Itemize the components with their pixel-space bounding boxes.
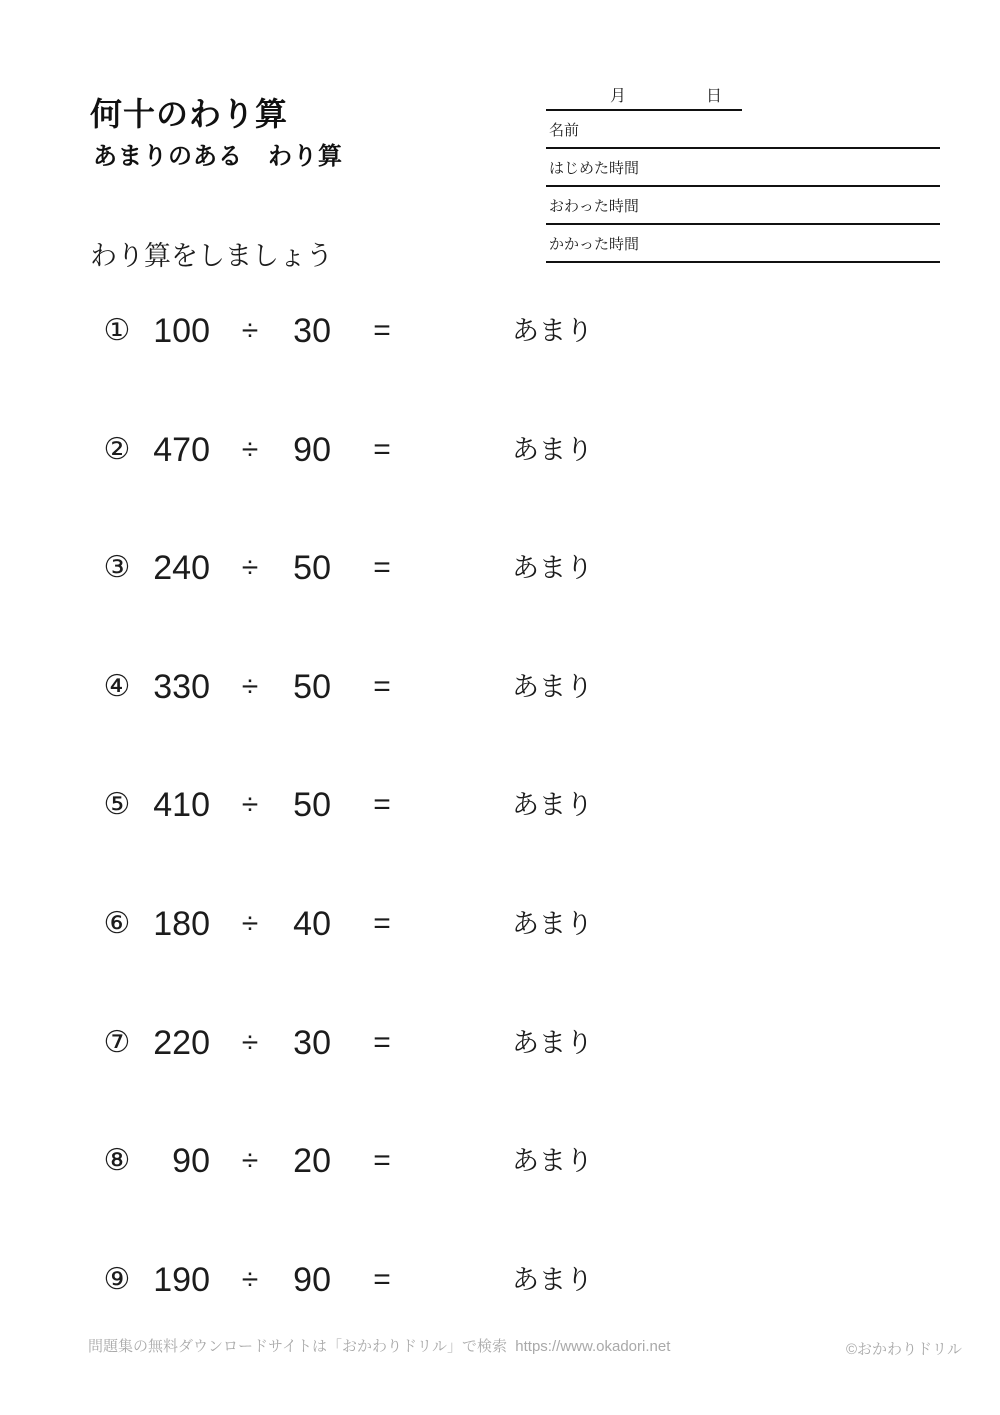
- day-label: 日: [706, 88, 723, 105]
- remainder-label: あまり: [512, 435, 593, 465]
- problem-row: [0, 899, 1000, 949]
- equals-sign: =: [373, 670, 391, 703]
- quotient-blank: [410, 899, 505, 949]
- form-field-name: [546, 111, 940, 149]
- equals-sign: =: [373, 1263, 391, 1296]
- remainder-blank: [585, 425, 695, 475]
- footer-promo-text: 問題集の無料ダウンロードサイトは「おかわりドリル」で検索 https://www.okadori.net: [88, 1338, 671, 1355]
- dividend: 410: [153, 786, 210, 824]
- quotient-blank: [410, 780, 505, 830]
- quotient-blank: [410, 425, 505, 475]
- remainder-label: あまり: [512, 1146, 593, 1176]
- remainder-blank: [585, 1255, 695, 1305]
- division-sign: ÷: [241, 907, 259, 940]
- problem-number: ③: [103, 551, 131, 584]
- form-field-start-time: [546, 149, 940, 187]
- division-sign: ÷: [241, 1144, 259, 1177]
- problem-row: [0, 543, 1000, 593]
- problem-row: [0, 662, 1000, 712]
- quotient-blank: [410, 306, 505, 356]
- equals-sign: =: [373, 551, 391, 584]
- form-field-elapsed-time: [546, 225, 940, 263]
- division-sign: ÷: [241, 1026, 259, 1059]
- remainder-blank: [585, 306, 695, 356]
- division-sign: ÷: [241, 314, 259, 347]
- field-label: おわった時間: [549, 197, 639, 215]
- problem-number: ⑦: [103, 1026, 131, 1059]
- divisor: 90: [293, 1261, 331, 1299]
- remainder-label: あまり: [512, 672, 593, 702]
- quotient-blank: [410, 1255, 505, 1305]
- worksheet-title: 何十のわり算: [90, 96, 289, 133]
- quotient-blank: [410, 1018, 505, 1068]
- equals-sign: =: [373, 907, 391, 940]
- divisor: 30: [293, 312, 331, 350]
- problem-number: ①: [103, 314, 131, 347]
- equals-sign: =: [373, 788, 391, 821]
- worksheet-subtitle: あまりのある わり算: [93, 142, 343, 170]
- dividend: 180: [153, 905, 210, 943]
- divisor: 30: [293, 1024, 331, 1062]
- problem-number: ②: [103, 433, 131, 466]
- remainder-label: あまり: [512, 909, 593, 939]
- remainder-label: あまり: [512, 1028, 593, 1058]
- dividend: 330: [153, 668, 210, 706]
- remainder-label: あまり: [512, 316, 593, 346]
- divisor: 50: [293, 786, 331, 824]
- dividend: 90: [172, 1142, 210, 1180]
- divisor: 90: [293, 431, 331, 469]
- problem-number: ⑧: [103, 1144, 131, 1177]
- instruction-text: わり算をしましょう: [90, 241, 333, 271]
- equals-sign: =: [373, 1144, 391, 1177]
- divisor: 50: [293, 549, 331, 587]
- date-row: [546, 80, 742, 111]
- problem-number: ⑨: [103, 1263, 131, 1296]
- problem-row: [0, 1018, 1000, 1068]
- remainder-blank: [585, 1136, 695, 1186]
- quotient-blank: [410, 543, 505, 593]
- remainder-blank: [585, 780, 695, 830]
- field-label: 名前: [549, 121, 580, 139]
- remainder-blank: [585, 662, 695, 712]
- problem-row: [0, 780, 1000, 830]
- field-label: はじめた時間: [549, 159, 640, 177]
- problem-row: [0, 425, 1000, 475]
- equals-sign: =: [373, 314, 391, 347]
- remainder-label: あまり: [512, 1265, 593, 1295]
- dividend: 470: [153, 431, 210, 469]
- equals-sign: =: [373, 1026, 391, 1059]
- division-sign: ÷: [241, 551, 259, 584]
- dividend: 220: [153, 1024, 210, 1062]
- dividend: 190: [153, 1261, 210, 1299]
- remainder-blank: [585, 1018, 695, 1068]
- footer-copyright: ©おかわりドリル: [846, 1341, 963, 1358]
- remainder-label: あまり: [512, 790, 593, 820]
- division-sign: ÷: [241, 788, 259, 821]
- divisor: 50: [293, 668, 331, 706]
- problem-row: [0, 1136, 1000, 1186]
- field-label: かかった時間: [549, 235, 640, 253]
- problem-row: [0, 1255, 1000, 1305]
- division-sign: ÷: [241, 1263, 259, 1296]
- divisor: 40: [293, 905, 331, 943]
- problem-number: ⑤: [103, 788, 131, 821]
- remainder-label: あまり: [512, 553, 593, 583]
- dividend: 100: [153, 312, 210, 350]
- remainder-blank: [585, 899, 695, 949]
- student-info-form: [546, 80, 940, 263]
- remainder-blank: [585, 543, 695, 593]
- quotient-blank: [410, 662, 505, 712]
- division-sign: ÷: [241, 670, 259, 703]
- problem-number: ④: [103, 670, 131, 703]
- problem-number: ⑥: [103, 907, 131, 940]
- problem-row: [0, 306, 1000, 356]
- quotient-blank: [410, 1136, 505, 1186]
- equals-sign: =: [373, 433, 391, 466]
- month-label: 月: [610, 88, 627, 105]
- form-field-end-time: [546, 187, 940, 225]
- division-sign: ÷: [241, 433, 259, 466]
- divisor: 20: [293, 1142, 331, 1180]
- dividend: 240: [153, 549, 210, 587]
